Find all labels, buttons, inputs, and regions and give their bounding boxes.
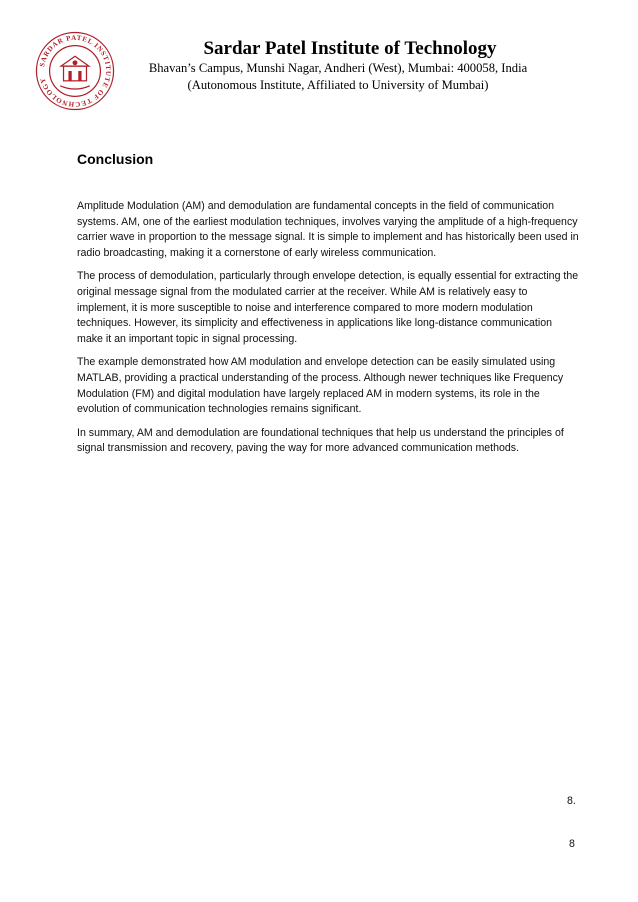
institute-name: Sardar Patel Institute of Technology xyxy=(203,38,497,59)
document-header xyxy=(0,0,638,110)
logo-ring-text: SARDAR PATEL INSTITUTE OF TECHNOLOGY xyxy=(38,33,113,109)
section-number: 8. xyxy=(567,795,576,807)
paragraph: The process of demodulation, particularly through envelope detection, is equally essential for extracting the original message signal from the modulated carrier at the receiver. While AM is relatively easy to implement, it is more susceptible to noise and interference compared to more modern modulation techniques. However, its simplicity and effectiveness in applications like long-distance communication make it an important topic in signal processing. xyxy=(77,270,579,345)
conclusion-body xyxy=(77,199,579,465)
institute-address: Bhavan’s Campus, Munshi Nagar, Andheri (West), Mumbai: 400058, India xyxy=(148,61,528,75)
institute-affiliation: (Autonomous Institute, Affiliated to University of Mumbai) xyxy=(187,78,489,92)
paragraph: Amplitude Modulation (AM) and demodulation are fundamental concepts in the field of communication systems. AM, one of the earliest modulation techniques, involves varying the amplitude of a high-frequency carrier wave in proportion to the message signal. It is simple to implement and has historically been used in radio broadcasting, making it a cornerstone of early wireless communication. xyxy=(77,200,579,259)
paragraph: The example demonstrated how AM modulation and envelope detection can be easily simulated using MATLAB, providing a practical understanding of the process. Although newer techniques like Frequency Modulation (FM) and digital modulation have largely replaced AM in modern systems, its role in the evolution of communication technologies remains significant. xyxy=(77,356,564,416)
page-number: 8 xyxy=(569,838,575,850)
paragraph: In summary, AM and demodulation are foundational techniques that help us understand the principles of signal transmission and recovery, paving the way for more advanced communication methods. xyxy=(77,426,564,455)
section-title: Conclusion xyxy=(77,151,154,167)
institute-logo-icon xyxy=(34,30,116,112)
